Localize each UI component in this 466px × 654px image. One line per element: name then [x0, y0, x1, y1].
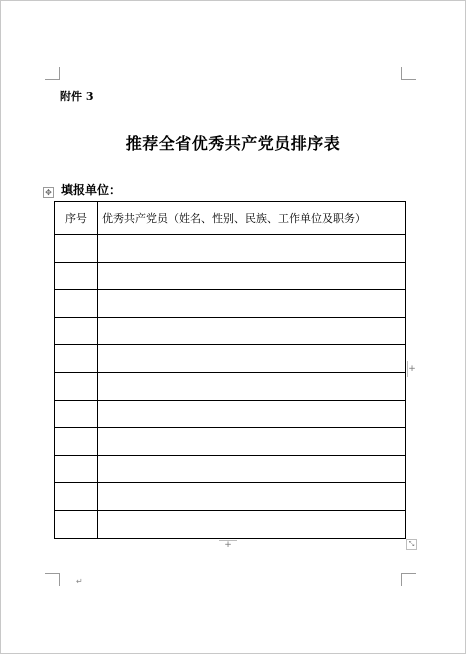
table-header-row: [55, 202, 406, 235]
table-row: [55, 455, 406, 483]
member-info-cell[interactable]: [98, 428, 406, 456]
member-info-cell[interactable]: [98, 235, 406, 263]
ranking-table: [54, 201, 406, 539]
member-info-cell[interactable]: [98, 262, 406, 290]
reporting-unit-label[interactable]: 填报单位：: [61, 183, 122, 197]
member-info-cell[interactable]: [98, 345, 406, 373]
crop-mark-bottom-left: [45, 573, 60, 586]
member-info-cell[interactable]: [98, 372, 406, 400]
table-row: [55, 372, 406, 400]
crop-mark-top-left: [45, 67, 60, 80]
member-info-cell[interactable]: [98, 317, 406, 345]
serial-number-cell[interactable]: [55, 372, 98, 400]
serial-number-cell[interactable]: [55, 317, 98, 345]
serial-number-cell[interactable]: [55, 428, 98, 456]
move-icon[interactable]: ✥: [43, 187, 54, 198]
document-title: 推荐全省优秀共产党员排序表: [125, 134, 341, 153]
plus-icon[interactable]: +: [407, 361, 416, 377]
paragraph-mark-icon: ↵: [76, 577, 83, 586]
plus-icon[interactable]: +: [219, 540, 237, 550]
attachment-label: 附件 3: [60, 90, 94, 103]
serial-number-cell[interactable]: [55, 262, 98, 290]
table-row: [55, 235, 406, 263]
serial-number-cell[interactable]: [55, 455, 98, 483]
member-info-cell[interactable]: [98, 510, 406, 538]
table-body: [55, 235, 406, 539]
table-row: [55, 345, 406, 373]
header-member-info[interactable]: 优秀共产党员（姓名、性别、民族、工作单位及职务）: [98, 202, 406, 235]
member-info-cell[interactable]: [98, 400, 406, 428]
serial-number-cell[interactable]: [55, 235, 98, 263]
serial-number-cell[interactable]: [55, 483, 98, 511]
serial-number-cell[interactable]: [55, 345, 98, 373]
table-row: [55, 290, 406, 318]
table-row: [55, 483, 406, 511]
table-row: [55, 510, 406, 538]
header-serial-number[interactable]: 序号: [55, 202, 98, 235]
member-info-cell[interactable]: [98, 483, 406, 511]
resize-icon[interactable]: ⤡: [406, 539, 417, 550]
serial-number-cell[interactable]: [55, 290, 98, 318]
table-row: [55, 262, 406, 290]
table-row: [55, 428, 406, 456]
table-row: [55, 400, 406, 428]
member-info-cell[interactable]: [98, 455, 406, 483]
table-row: [55, 317, 406, 345]
member-info-cell[interactable]: [98, 290, 406, 318]
crop-mark-bottom-right: [401, 573, 416, 586]
serial-number-cell[interactable]: [55, 400, 98, 428]
crop-mark-top-right: [401, 67, 416, 80]
serial-number-cell[interactable]: [55, 510, 98, 538]
